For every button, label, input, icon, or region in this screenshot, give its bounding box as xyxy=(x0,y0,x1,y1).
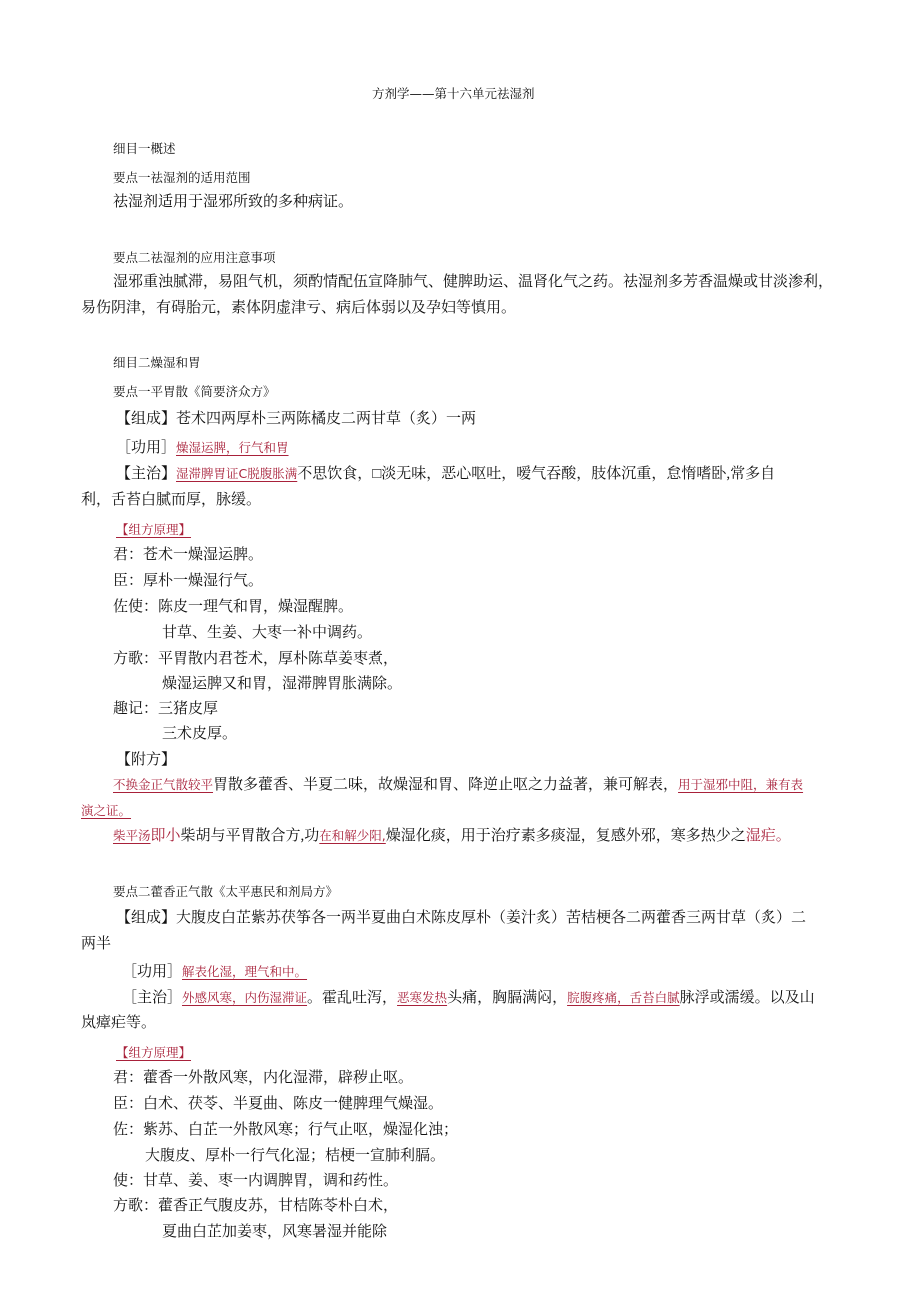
indication-text-1: 。霍乱吐泻， xyxy=(307,990,398,1006)
pingwei-appendix-label: 【附方】 xyxy=(116,752,177,768)
indication-highlight-3: 脘腹疼痛，舌苔白腻 xyxy=(567,990,680,1005)
appendix-formula-1-line2: 演之证。 xyxy=(81,803,132,818)
appendix-1-highlight-2: 用于湿邪中阻，兼有表 xyxy=(678,777,804,792)
appendix-2-text-2: 燥湿化痰，用于治疗素多痰湿，复感外邪，寒多热少之 xyxy=(385,828,746,844)
pingwei-mnemonic-2: 三术皮厚。 xyxy=(162,726,238,742)
point-text-scope: 祛湿剂适用于湿邪所致的多种病证。 xyxy=(113,194,354,210)
appendix-2-highlight-b: 即小 xyxy=(150,828,181,844)
indication-label: ［主治］ xyxy=(122,990,183,1006)
indication-label: 【主治】 xyxy=(116,466,177,482)
indication-highlight-1: 外感风寒，内伤湿滞证 xyxy=(182,990,308,1005)
pingwei-indication-line1 xyxy=(116,464,775,484)
huoxiang-zuo-2: 大腹皮、厚朴一行气化湿；桔梗一宣肺利膈。 xyxy=(145,1148,446,1164)
huoxiang-song-2: 夏曲白芷加姜枣，风寒暑湿并能除 xyxy=(162,1224,388,1240)
point-title-scope: 要点一祛湿剂的适用范围 xyxy=(113,170,251,185)
point-title-huoxiang: 要点二藿香正气散《太平惠民和剂局方》 xyxy=(113,884,339,899)
huoxiang-chen: 臣：白术、茯苓、半夏曲、陈皮一健脾理气燥湿。 xyxy=(113,1096,444,1112)
paragraph-cautions-line1: 湿邪重浊腻滞，易阻气机，须酌情配伍宣降肺气、健脾助运、温肾化气之药。祛湿剂多芳香温燥或甘淡渗利， xyxy=(113,274,834,290)
indication-text-2: 头痛，胸膈满闷， xyxy=(447,990,568,1006)
indication-text: 不思饮食，□淡无味，恶心呕吐，嗳气吞酸，肢体沉重，怠惰嗜卧,常多自 xyxy=(297,466,776,482)
appendix-1-text: 胃散多藿香、半夏二味，故燥湿和胃、降逆止呕之力益著，兼可解表， xyxy=(213,777,679,793)
appendix-2-highlight-3: 湿疟。 xyxy=(745,828,791,844)
appendix-2-text: 柴胡与平胃散合方,功 xyxy=(180,828,320,844)
pingwei-zuoshi-2: 甘草、生姜、大枣一补中调药。 xyxy=(162,625,373,641)
huoxiang-song-1: 方歌：藿香正气腹皮苏，甘桔陈苓朴白术， xyxy=(113,1198,399,1214)
huoxiang-shi: 使：甘草、姜、枣一内调脾胃，调和药性。 xyxy=(113,1173,399,1189)
paragraph-cautions-line2: 易伤阴津，有碍胎元，素体阴虚津亏、病后体弱以及孕妇等慎用。 xyxy=(81,300,517,316)
function-label: ［功用］ xyxy=(122,964,183,980)
huoxiang-principle-label: 【组方原理】 xyxy=(116,1045,192,1060)
pingwei-indication-line2: 利，舌苔白腻而厚，脉缓。 xyxy=(81,492,262,508)
huoxiang-composition-line2: 两半 xyxy=(81,936,112,952)
appendix-1-highlight: 不换金正气散较平 xyxy=(113,777,214,792)
point-title-pingwei: 要点一平胃散《简要济众方》 xyxy=(113,384,276,399)
pingwei-function xyxy=(116,438,289,458)
pingwei-mnemonic-1: 趣记：三猪皮厚 xyxy=(113,701,219,717)
huoxiang-jun: 君：藿香一外散风寒，内化湿滞，辟秽止呕。 xyxy=(113,1070,414,1086)
point-title-cautions: 要点二祛湿剂的应用注意事项 xyxy=(113,250,276,265)
huoxiang-indication-line2: 岚瘴疟等。 xyxy=(81,1015,157,1031)
pingwei-song-2: 燥湿运脾又和胃，湿滞脾胃胀满除。 xyxy=(162,676,403,692)
function-label: ［功用］ xyxy=(116,440,177,456)
pingwei-chen: 臣：厚朴一燥湿行气。 xyxy=(113,573,264,589)
indication-highlight-2: 恶寒发热 xyxy=(397,990,448,1005)
appendix-2-highlight-2: 在和解少阳, xyxy=(319,828,386,843)
pingwei-composition: 【组成】苍术四两厚朴三两陈橘皮二两甘草（炙）一两 xyxy=(116,411,477,427)
appendix-2-highlight: 柴平汤 xyxy=(113,828,151,843)
pingwei-jun: 君：苍术一燥湿运脾。 xyxy=(113,547,264,563)
page-title: 方剂学——第十六单元祛湿剂 xyxy=(372,86,535,101)
huoxiang-indication-line1 xyxy=(122,988,815,1008)
appendix-formula-2 xyxy=(113,826,791,846)
indication-highlight: 湿滞脾胃证C脱腹胀满 xyxy=(176,466,298,481)
huoxiang-function xyxy=(122,962,307,982)
function-value: 解表化湿，理气和中。 xyxy=(182,964,308,979)
section-heading-overview: 细目一概述 xyxy=(113,141,176,156)
pingwei-zuoshi-1: 佐使：陈皮一理气和胃，燥湿醒脾。 xyxy=(113,599,354,615)
indication-text-3: 脉浮或濡缓。以及山 xyxy=(679,990,815,1006)
function-value: 燥湿运脾，行气和胃 xyxy=(176,440,289,455)
pingwei-song-1: 方歌：平胃散内君苍术，厚朴陈草姜枣煮， xyxy=(113,651,399,667)
section-heading-dry-dampness: 细目二燥湿和胃 xyxy=(113,355,201,370)
huoxiang-zuo-1: 佐：紫苏、白芷一外散风寒；行气止呕，燥湿化浊； xyxy=(113,1122,459,1138)
appendix-formula-1 xyxy=(113,775,803,795)
pingwei-principle-label: 【组方原理】 xyxy=(116,522,192,537)
huoxiang-composition-line1: 【组成】大腹皮白芷紫苏茯筝各一两半夏曲白术陈皮厚朴（姜汁炙）苦桔梗各二两藿香三两甘草（炙）二 xyxy=(116,910,807,926)
